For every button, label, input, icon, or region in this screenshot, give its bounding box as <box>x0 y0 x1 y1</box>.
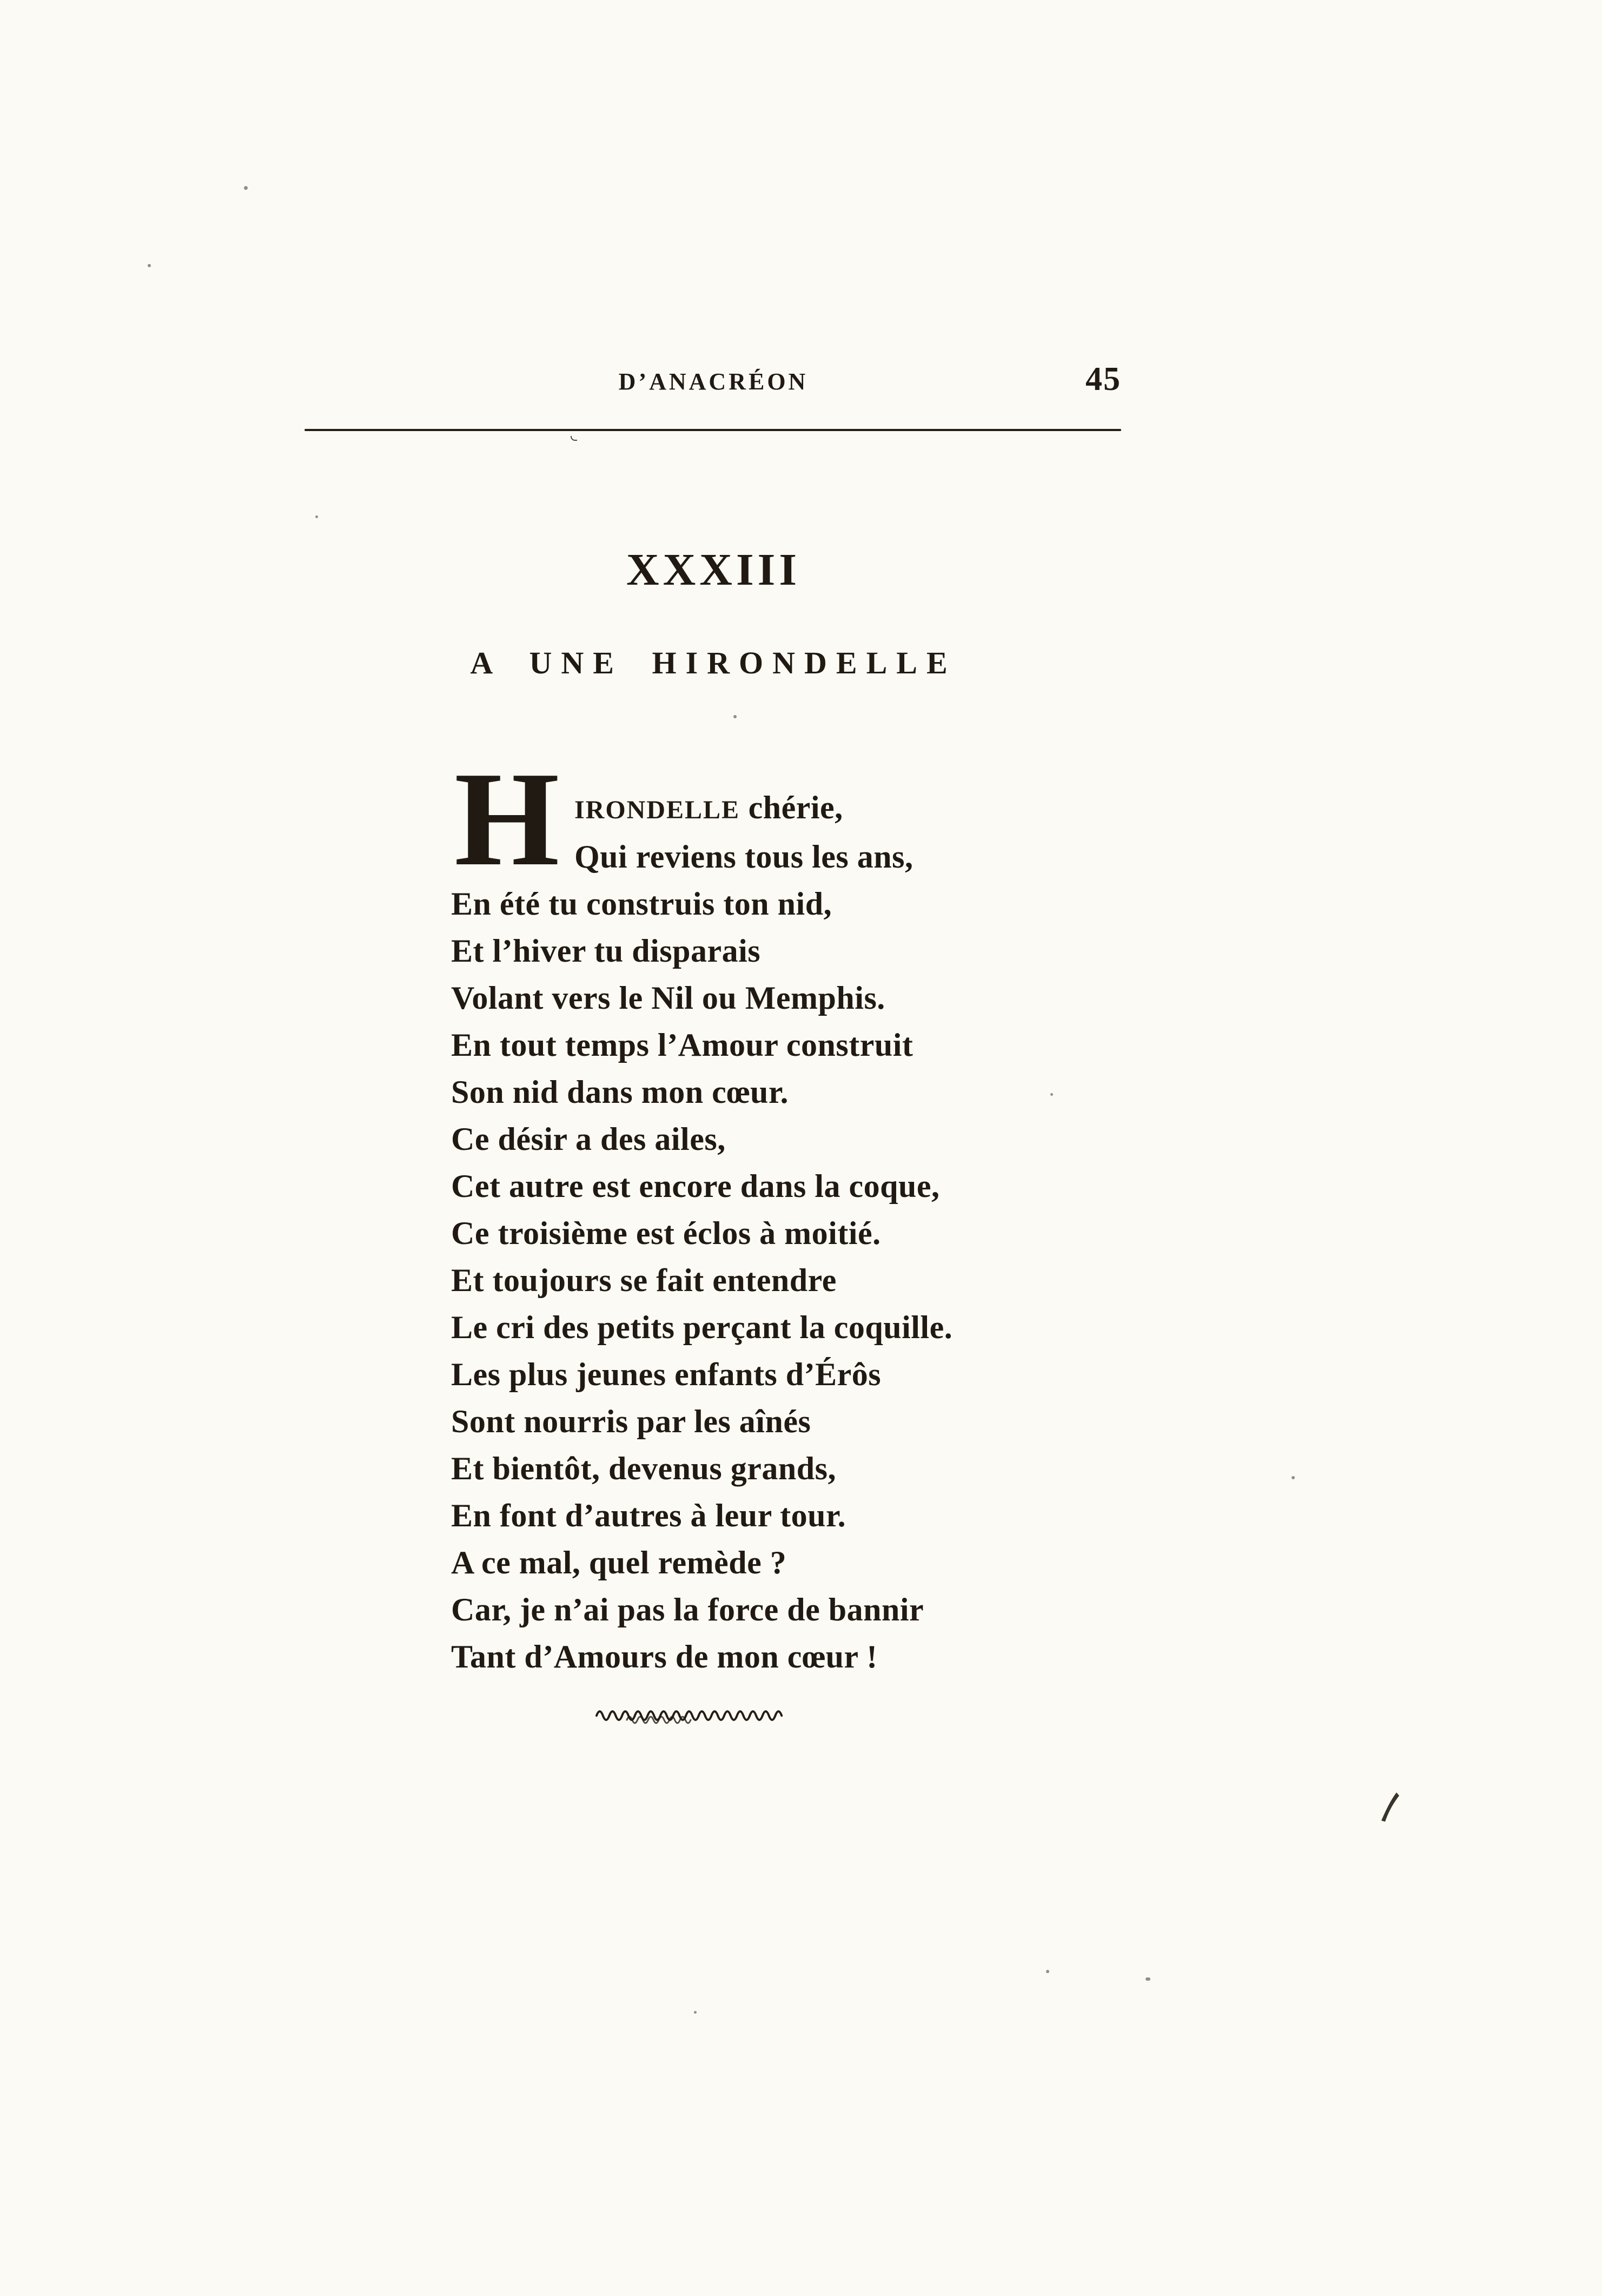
scan-speck <box>1046 1970 1049 1973</box>
poem-line: Tant d’Amours de mon cœur ! <box>451 1639 878 1675</box>
scan-speck <box>1050 1093 1053 1096</box>
poem-line: En été tu construis ton nid, <box>451 886 832 922</box>
poem-line: Qui reviens tous les ans, <box>574 839 913 875</box>
poem-line: Et l’hiver tu disparais <box>451 933 761 969</box>
section-title: A UNE HIRONDELLE <box>470 645 957 680</box>
section-number: XXXIII <box>626 545 801 595</box>
poem-line: A ce mal, quel remède ? <box>451 1545 787 1580</box>
poem-line: Cet autre est encore dans la coque, <box>451 1168 940 1204</box>
poem-line: Car, je n’ai pas la force de bannir <box>451 1592 924 1627</box>
poem-line: Son nid dans mon cœur. <box>451 1074 789 1110</box>
scan-speck <box>148 264 151 267</box>
scan-speck <box>733 715 737 718</box>
poem-line: Volant vers le Nil ou Memphis. <box>451 980 885 1016</box>
page-number: 45 <box>1085 361 1121 398</box>
ink-mark-icon <box>1377 1790 1401 1823</box>
poem-line: Et toujours se fait entendre <box>451 1262 837 1298</box>
poem-line: Et bientôt, devenus grands, <box>451 1451 836 1486</box>
poem-opening-smallcaps: IRONDELLE <box>574 796 740 824</box>
header-rule <box>304 429 1121 431</box>
poem-line <box>574 784 1208 833</box>
poem <box>451 744 1208 1680</box>
squiggle-divider-icon <box>595 1704 790 1728</box>
scan-speck <box>244 186 248 190</box>
scan-speck <box>1292 1476 1295 1479</box>
drop-cap: H <box>454 744 560 894</box>
poem-line: Ce troisième est éclos à moitié. <box>451 1215 881 1251</box>
scan-speck <box>1146 1977 1150 1981</box>
poem-line: Sont nourris par les aînés <box>451 1404 811 1439</box>
poem-line: En font d’autres à leur tour. <box>451 1498 846 1533</box>
running-header <box>306 361 1121 405</box>
scan-speck <box>315 515 318 518</box>
poem-line: Le cri des petits perçant la coquille. <box>451 1309 953 1345</box>
scan-artifact-curl <box>571 436 577 441</box>
poem-line: En tout temps l’Amour construit <box>451 1027 913 1063</box>
running-title: D’ANACRÉON <box>618 368 809 395</box>
scan-speck <box>694 2011 697 2014</box>
poem-opening-rest: chérie, <box>740 790 843 825</box>
poem-line: Ce désir a des ailes, <box>451 1121 726 1157</box>
poem-line: Les plus jeunes enfants d’Érôs <box>451 1357 882 1392</box>
